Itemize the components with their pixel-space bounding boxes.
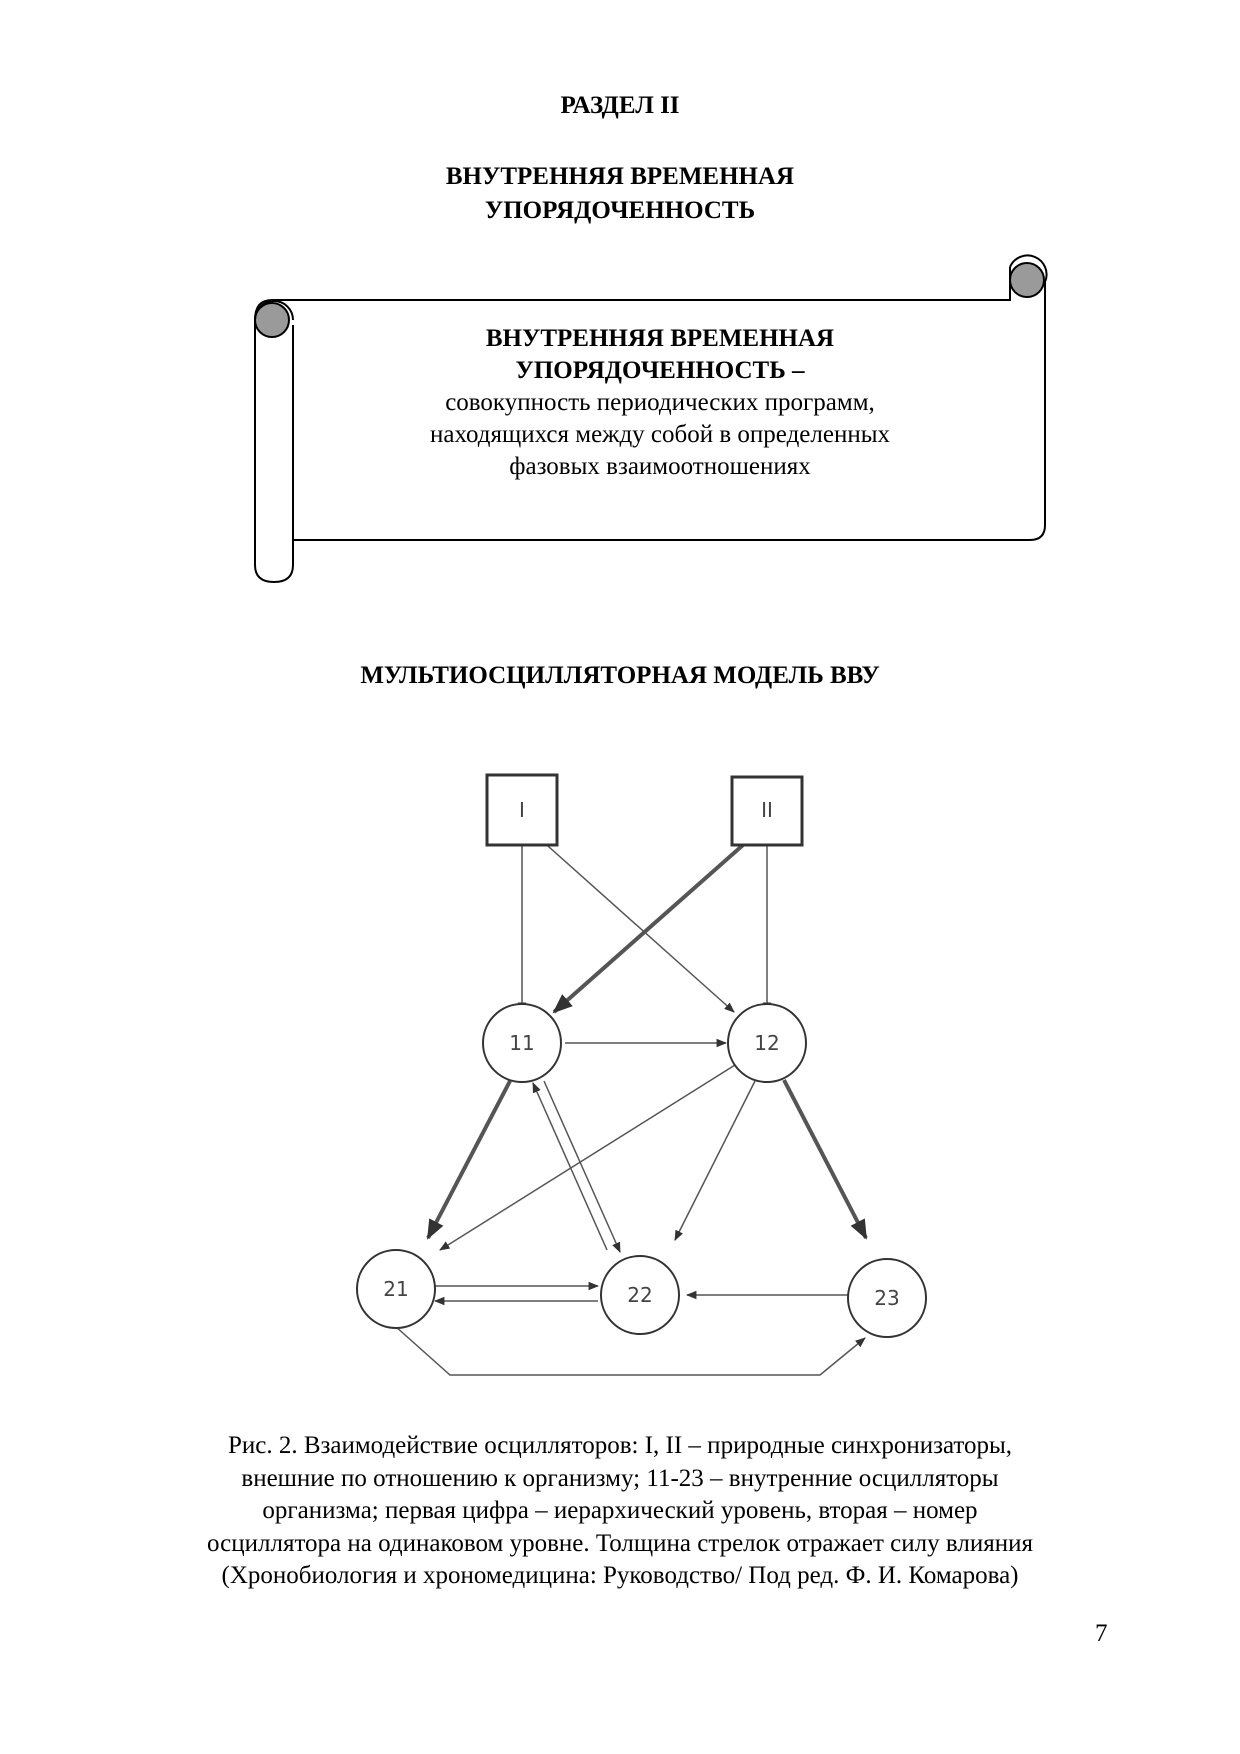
model-title: МУЛЬТИОСЦИЛЛЯТОРНАЯ МОДЕЛЬ ВВУ [360, 662, 880, 689]
definition-box [300, 323, 1020, 483]
arrow-12-to-22 [675, 1081, 755, 1240]
definition-text-line: совокупность периодических программ, [445, 389, 875, 416]
page-number: 7 [1095, 1620, 1108, 1647]
synchronizer-II [732, 777, 802, 845]
definition-term [300, 323, 1020, 387]
synchronizer-label: I [519, 798, 525, 822]
arrow-22-to-11 [533, 1083, 607, 1250]
arrow-11-to-22 [544, 1081, 620, 1252]
section-title-line: УПОРЯДОЧЕННОСТЬ [484, 197, 756, 224]
caption-line: (Хронобиология и хрономедицина: Руководство/ Под ред. Ф. И. Комарова) [221, 1562, 1019, 1589]
arrow-12-to-23 [784, 1080, 866, 1238]
oscillator-label: 22 [627, 1283, 653, 1307]
oscillator-11 [483, 1004, 561, 1082]
synchronizer-I [487, 775, 557, 845]
scroll-top-edge [272, 267, 1010, 300]
oscillator-label: 21 [383, 1277, 409, 1301]
synchronizer-label: II [761, 798, 773, 822]
caption-line: организма; первая цифра – иерархический уровень, вторая – номер [262, 1497, 978, 1524]
oscillator-label: 11 [509, 1031, 535, 1055]
oscillator-diagram [300, 730, 1000, 1390]
arrow-I-to-12 [530, 830, 734, 1012]
caption-line: внешние по отношению к организму; 11-23 – внутренние осцилляторы [241, 1464, 999, 1492]
scroll-right-curl-inner [1010, 263, 1044, 297]
oscillator-22 [601, 1256, 679, 1334]
oscillator-label: 12 [754, 1031, 780, 1055]
section-title-line: ВНУТРЕННЯЯ ВРЕМЕННАЯ [445, 163, 795, 190]
section-label: РАЗДЕЛ II [560, 92, 680, 119]
scroll-banner [0, 0, 1240, 600]
definition-text-line: находящихся между собой в определенных [429, 421, 891, 448]
definition-term-line: УПОРЯДОЧЕННОСТЬ – [515, 357, 805, 384]
oscillator-21 [357, 1250, 435, 1328]
oscillator-23 [848, 1259, 926, 1337]
arrow-12-to-21 [440, 1065, 735, 1250]
definition-term-line: ВНУТРЕННЯЯ ВРЕМЕННАЯ [485, 325, 835, 352]
oscillator-label: 23 [874, 1286, 900, 1310]
oscillator-12 [728, 1004, 806, 1082]
scroll-left-roll [255, 300, 293, 582]
caption-line: осциллятора на одинаковом уровне. Толщина стрелок отражает силу влияния [207, 1529, 1033, 1557]
caption-line: Рис. 2. Взаимодействие осцилляторов: I, II – природные синхронизаторы, [227, 1432, 1013, 1459]
definition-text-line: фазовых взаимоотношениях [509, 453, 811, 480]
arrow-II-to-11 [554, 830, 760, 1012]
figure-caption [130, 1430, 1110, 1593]
